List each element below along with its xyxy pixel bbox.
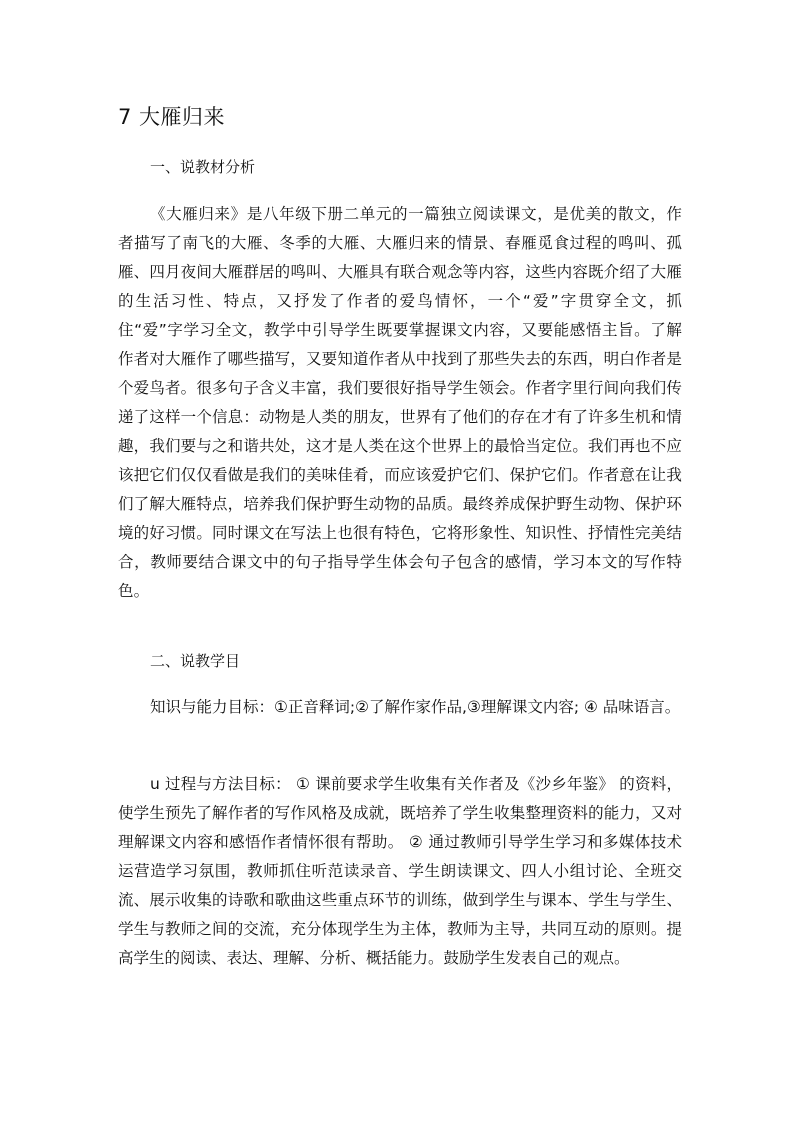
paragraph-knowledge-goals: 知识与能力目标：①正音释词;②了解作家作品,③理解课文内容; ④ 品味语言。	[150, 698, 681, 716]
document-title: 7 大雁归来	[118, 105, 226, 129]
section-heading-teaching-goals: 二、说教学目	[150, 652, 241, 670]
paragraph-textbook-analysis: 《大雁归来》是八年级下册二单元的一篇独立阅读课文，是优美的散文，作者描写了南飞的大雁、冬季的大雁、大雁归来的情景、春雁觅食过程的鸣叫、孤雁、四月夜间大雁群居的鸣叫、大雁具有联合观念等内容，这些内容既介绍了大雁的生活习性、特点，又抒发了作者的爱鸟情怀，一个“爱”字贯穿全文，抓住“爱”字学习全文，教学中引导学生既要掌握课文内容，又要能感悟主旨。了解作者对大雁作了哪些描写，又要知道作者从中找到了那些失去的东西，明白作者是个爱鸟者。很多句子含义丰富，我们要很好指导学生领会。作者字里行间向我们传递了这样一个信息：动物是人类的朋友，世界有了他们的存在才有了许多生机和情趣，我们要与之和谐共处，这才是人类在这个世界上的最恰当定位。我们再也不应该把它们仅仅看做是我们的美味佳肴，而应该爱护它们、保护它们。作者意在让我们了解大雁特点，培养我们保护野生动物的品质。最终养成保护野生动物、保护环境的好习惯。同时课文在写法上也很有特色，它将形象性、知识性、抒情性完美结合，教师要结合课文中的句子指导学生体会句子包含的感情，学习本文的写作特色。	[118, 205, 682, 600]
paragraph-process-method-goals: u 过程与方法目标： ① 课前要求学生收集有关作者及《沙乡年鉴》 的资料，使学生预先了解作者的写作风格及成就，既培养了学生收集整理资料的能力，又对理解课文内容和感悟作者情怀很有帮助。 ② 通过教师引导学生学习和多媒体技术运营造学习氛围，教师抓住听范读录音、学生朗读课文、四人小组讨论、全班交流、展示收集的诗歌和歌曲这些重点环节的训练，做到学生与课本、学生与学生、学生与教师之间的交流，充分体现学生为主体，教师为主导，共同互动的原则。提高学生的阅读、表达、理解、分析、概括能力。鼓励学生发表自己的观点。	[118, 775, 682, 967]
section-heading-textbook-analysis: 一、说教材分析	[150, 158, 256, 176]
